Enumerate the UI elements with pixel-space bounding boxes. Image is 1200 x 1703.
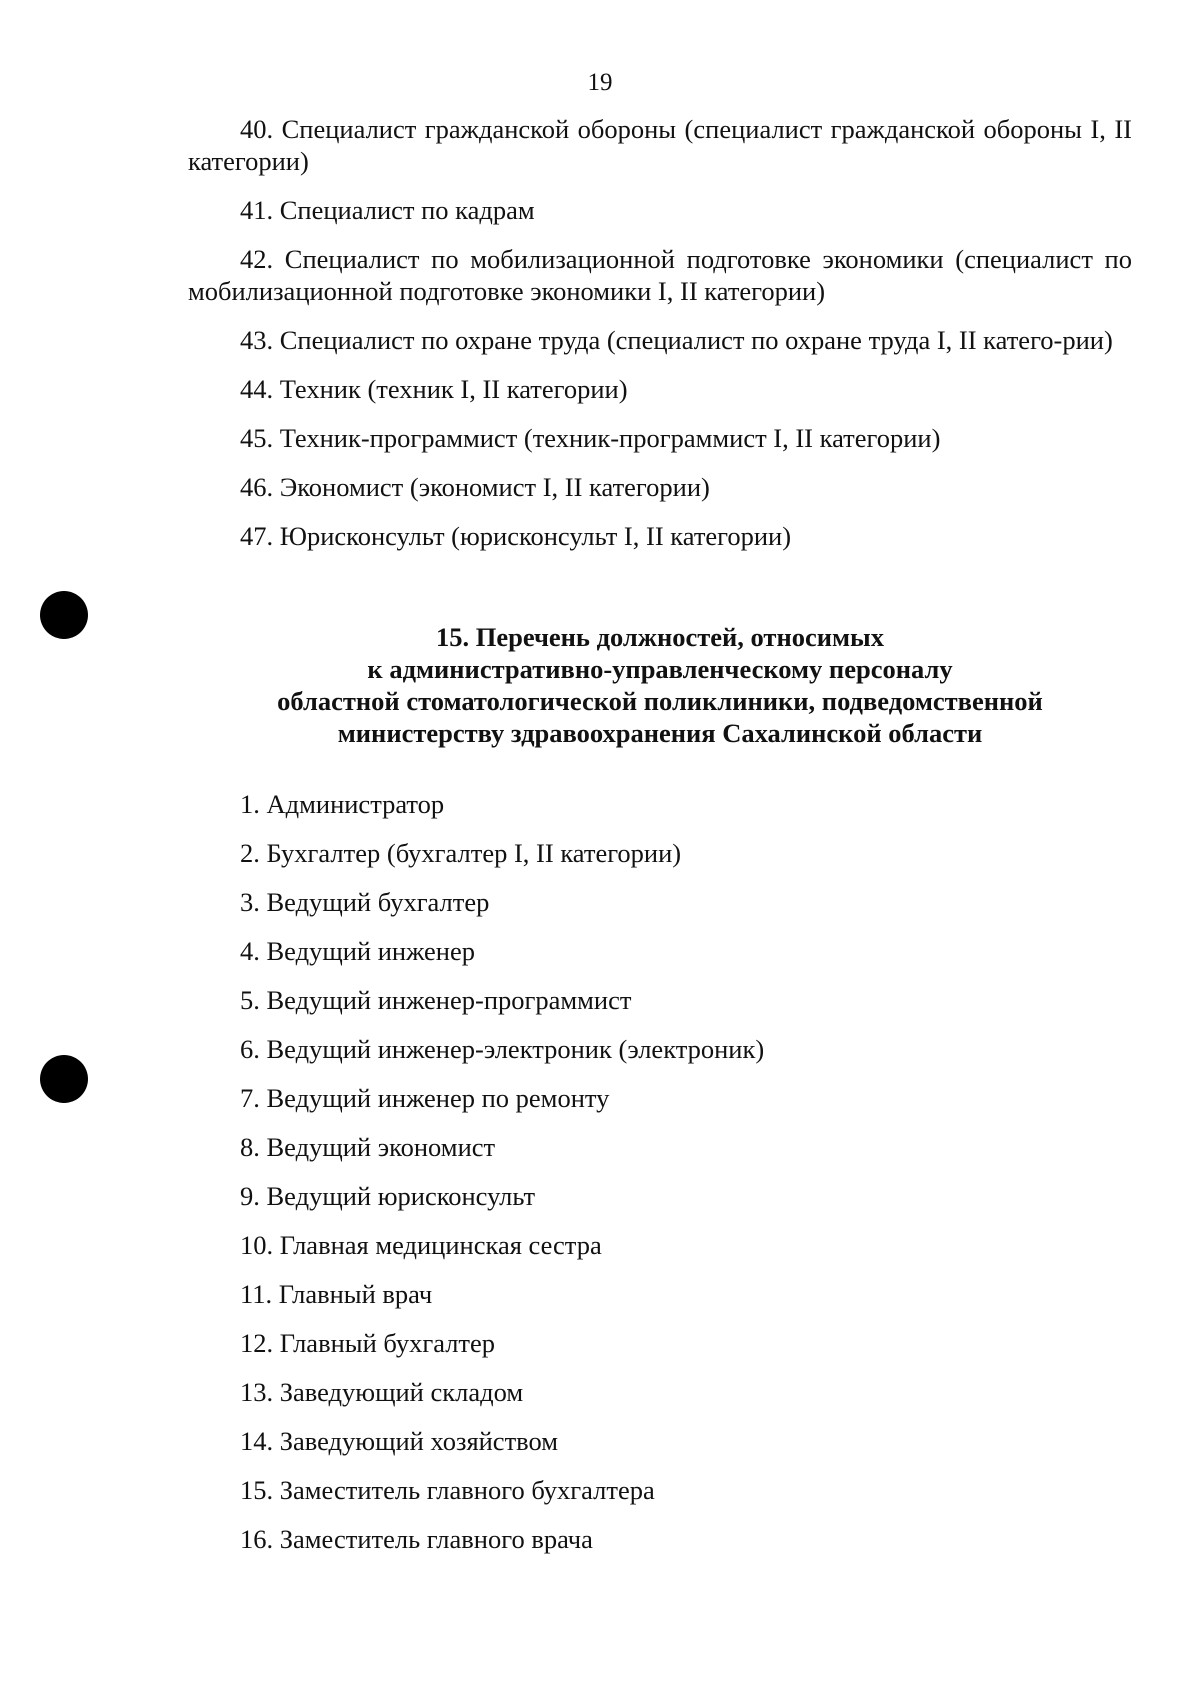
punch-hole-top	[40, 591, 88, 639]
list-item: 11. Главный врач	[240, 1279, 433, 1309]
list-item: 40. Специалист гражданской обороны (специалист гражданской обороны I, II категории)	[188, 114, 1132, 176]
list-item: 1. Администратор	[240, 789, 445, 819]
list-item: 5. Ведущий инженер-программист	[240, 985, 632, 1015]
section-heading-line: министерству здравоохранения Сахалинской области	[337, 718, 983, 748]
list-item: 46. Экономист (экономист I, II категории)	[240, 472, 710, 502]
list-item: 6. Ведущий инженер-электроник (электроник)	[240, 1034, 765, 1064]
previous-section-list	[188, 113, 1132, 569]
list-item: 12. Главный бухгалтер	[240, 1328, 496, 1358]
section-heading-line: 15. Перечень должностей, относимых	[435, 622, 884, 652]
list-item: 16. Заместитель главного врача	[240, 1524, 593, 1554]
list-item: 9. Ведущий юрисконсульт	[240, 1181, 536, 1211]
list-item: 41. Специалист по кадрам	[240, 195, 535, 225]
list-item: 4. Ведущий инженер	[240, 936, 475, 966]
section-heading	[188, 621, 1132, 749]
list-item: 8. Ведущий экономист	[240, 1132, 496, 1162]
list-item: 44. Техник (техник I, II категории)	[240, 374, 628, 404]
list-item: 47. Юрисконсульт (юрисконсульт I, II категории)	[240, 521, 792, 551]
section-heading-line: к административно-управленческому персоналу	[367, 654, 953, 684]
list-item: 14. Заведующий хозяйством	[240, 1426, 558, 1456]
list-item: 43. Специалист по охране труда (специалист по охране труда I, II катего-рии)	[240, 325, 1113, 355]
section-list	[188, 788, 1132, 1572]
list-item: 15. Заместитель главного бухгалтера	[240, 1475, 655, 1505]
list-item: 13. Заведующий складом	[240, 1377, 524, 1407]
list-item: 45. Техник-программист (техник-программист I, II категории)	[240, 423, 941, 453]
list-item: 10. Главная медицинская сестра	[240, 1230, 602, 1260]
punch-hole-bottom	[40, 1055, 88, 1103]
list-item: 3. Ведущий бухгалтер	[240, 887, 490, 917]
list-item: 7. Ведущий инженер по ремонту	[240, 1083, 610, 1113]
page-number: 19	[587, 69, 613, 96]
list-item: 2. Бухгалтер (бухгалтер I, II категории)	[240, 838, 682, 868]
section-heading-line: областной стоматологической поликлиники, подведомственной	[277, 686, 1043, 716]
list-item: 42. Специалист по мобилизационной подготовке экономики (специалист по мобилизационной подготовке экономики I, II категории)	[188, 244, 1132, 306]
